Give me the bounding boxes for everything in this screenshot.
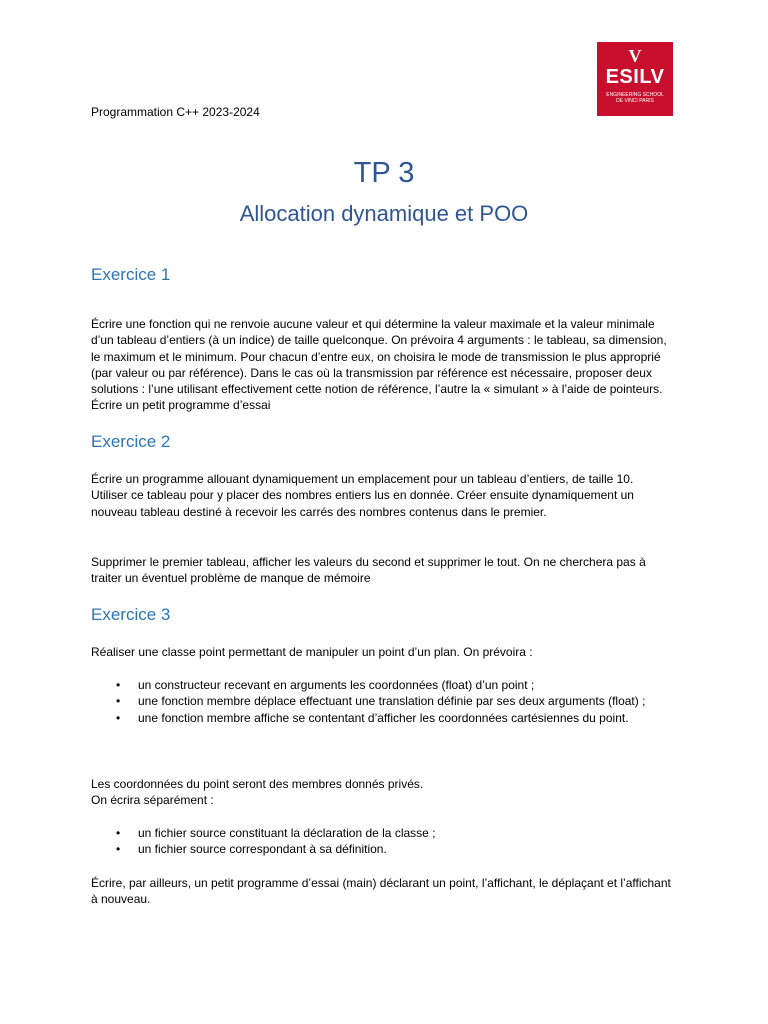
exercise-1-text <box>91 316 671 414</box>
exercise-3-notes <box>91 776 671 809</box>
logo-name: ESILV <box>605 66 665 88</box>
exercise-3-heading: Exercice 3 <box>91 605 171 624</box>
exercise-2-paragraph-2: Supprimer le premier tableau, afficher les valeurs du second et supprimer le tout. On ne cherchera pas à traiter un éventuel problème de manque de mémoire <box>91 555 646 586</box>
list-item: • un fichier source correspondant à sa définition. <box>91 841 671 857</box>
exercise-3-intro-text: Réaliser une classe point permettant de manipuler un point d’un plan. On prévoira : <box>91 645 533 659</box>
course-header: Programmation C++ 2023-2024 <box>91 105 260 119</box>
school-logo <box>597 42 673 116</box>
list-item: • un constructeur recevant en arguments les coordonnées (float) d’un point ; <box>91 677 671 693</box>
exercise-3-closing-text: Écrire, par ailleurs, un petit programme d’essai (main) déclarant un point, l’affichant, le déplaçant et l’affichant à nouveau. <box>91 876 671 907</box>
exercise-2-paragraph-1: Écrire un programme allouant dynamiquement un emplacement pour un tableau d’entiers, de taille 10. Utiliser ce tableau pour y placer des nombres entiers lus en donnée. Créer ensuite dynamiquement un nouveau tableau destiné à recevoir les carrés des nombres contenus dans le premier. <box>91 472 634 519</box>
logo-mark: V <box>628 46 642 66</box>
logo-tagline: ENGINEERING SCHOOL DE VINCI PARIS <box>606 92 664 104</box>
exercise-3-closing <box>91 875 671 908</box>
exercise-2-heading: Exercice 2 <box>91 432 171 451</box>
list-item: • une fonction membre déplace effectuant une translation définie par ses deux arguments (float) ; <box>91 693 671 709</box>
list-item: • une fonction membre affiche se contentant d’afficher les coordonnées cartésiennes du point. <box>91 710 671 726</box>
exercise-3-requirements-list <box>91 677 671 726</box>
page-title: TP 3 <box>353 157 415 189</box>
exercise-2-text-1 <box>91 471 671 520</box>
exercise-1-paragraph: Écrire une fonction qui ne renvoie aucune valeur et qui détermine la valeur maximale et la valeur minimale d’un tableau d’entiers (à un indice) de taille quelconque. On prévoira 4 arguments : le tableau, sa dimension, le maximum et le minimum. Pour chacun d’entre eux, on choisira le mode de transmission le plus approprié (par valeur ou par référence). Dans le cas où la transmission par référence est nécessaire, proposer deux solutions : l’une utilisant effectivement cette notion de référence, l’autre la « simulant » à l’aide de pointeurs. Écrire un petit programme d’essai <box>91 317 667 413</box>
exercise-3-note-2: On écrira séparément : <box>91 793 214 808</box>
exercise-2-text-2 <box>91 554 671 587</box>
exercise-3-note-1: Les coordonnées du point seront des membres donnés privés. <box>91 777 424 791</box>
exercise-3-files-list <box>91 825 671 858</box>
page-subtitle: Allocation dynamique et POO <box>239 201 529 226</box>
list-item: • un fichier source constituant la déclaration de la classe ; <box>91 825 671 841</box>
exercise-3-intro <box>91 644 671 660</box>
exercise-1-heading: Exercice 1 <box>91 265 171 284</box>
